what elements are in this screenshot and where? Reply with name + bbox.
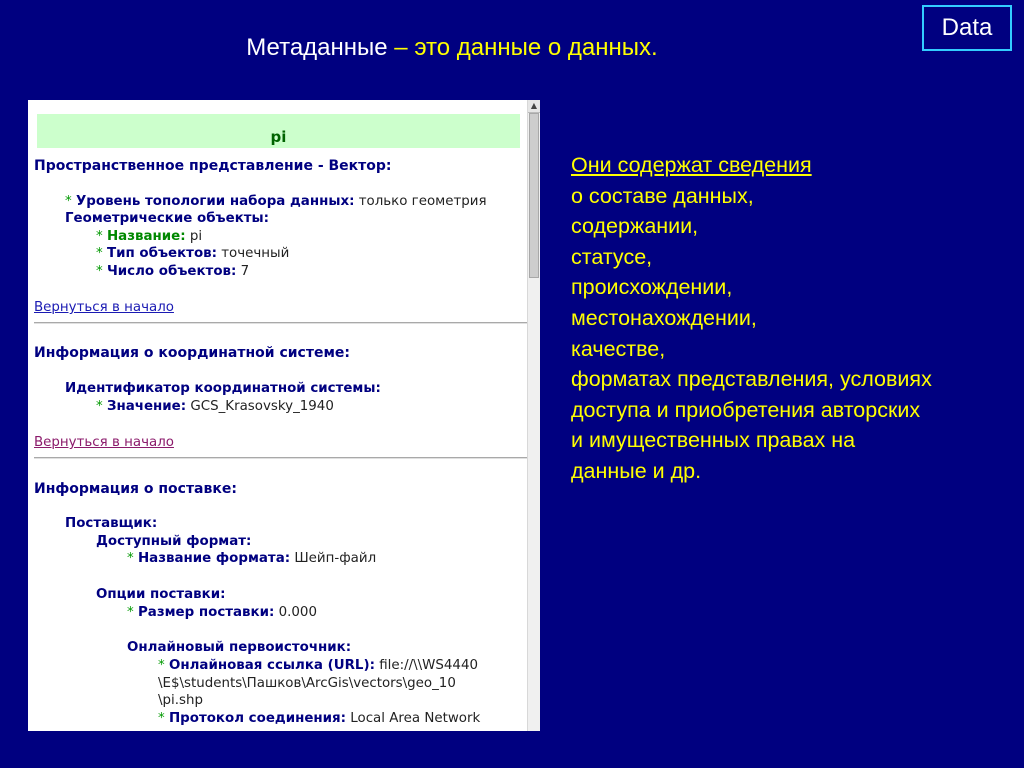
url-continuation bbox=[34, 676, 456, 692]
scrollbar-thumb[interactable] bbox=[529, 113, 539, 278]
description-line: данные и др. bbox=[571, 458, 702, 483]
bullet: * bbox=[96, 246, 103, 261]
group-label: Поставщик: bbox=[65, 516, 158, 531]
list-item-topology bbox=[34, 194, 487, 210]
list-item-type bbox=[34, 246, 289, 262]
description-line: доступа и приобретения авторских bbox=[571, 397, 921, 422]
url-continuation bbox=[34, 693, 203, 709]
field-value: \E$\students\Пашков\ArcGis\vectors\geo_10 bbox=[158, 676, 456, 691]
list-item-size bbox=[34, 605, 317, 621]
description-line: о составе данных, bbox=[571, 183, 754, 208]
group-options bbox=[34, 587, 225, 603]
field-label: Название: bbox=[106, 229, 186, 244]
bullet: * bbox=[65, 194, 72, 209]
slide-title-dash: – bbox=[387, 34, 415, 61]
group-label: Онлайновый первоисточник: bbox=[127, 640, 352, 655]
field-label: Значение: bbox=[106, 399, 187, 414]
group-coord-id bbox=[34, 381, 381, 397]
group-label: Идентификатор координатной системы: bbox=[65, 381, 381, 396]
description-line: Они содержат сведения bbox=[571, 153, 812, 177]
vertical-scrollbar[interactable] bbox=[527, 100, 540, 731]
field-label: Протокол соединения: bbox=[168, 711, 347, 726]
bullet: * bbox=[96, 229, 103, 244]
list-item-count bbox=[34, 264, 249, 280]
description-text bbox=[571, 150, 932, 487]
field-value: Шейп-файл bbox=[294, 551, 377, 566]
group-format bbox=[34, 534, 251, 550]
field-label: Число объектов: bbox=[106, 264, 237, 279]
description-line: качестве, bbox=[571, 336, 666, 361]
group-label: Опции поставки: bbox=[96, 587, 226, 602]
field-value: только геометрия bbox=[358, 194, 487, 209]
bullet: * bbox=[158, 658, 165, 673]
bullet: * bbox=[96, 264, 103, 279]
banner-title: pi bbox=[270, 128, 287, 146]
group-supplier bbox=[34, 516, 157, 532]
divider bbox=[34, 457, 532, 459]
slide-title-rest: это данные о данных. bbox=[414, 34, 658, 61]
data-button[interactable]: Data bbox=[922, 5, 1012, 51]
field-label: Размер поставки: bbox=[137, 605, 275, 620]
list-item-name bbox=[34, 229, 202, 245]
bullet: * bbox=[158, 711, 165, 726]
back-to-top-link[interactable]: Вернуться в начало bbox=[34, 435, 174, 450]
list-item-format-name bbox=[34, 551, 376, 567]
field-value: GCS_Krasovsky_1940 bbox=[190, 399, 334, 414]
field-value: Local Area Network bbox=[350, 711, 481, 726]
bullet: * bbox=[96, 399, 103, 414]
description-line: и имущественных правах на bbox=[571, 428, 856, 453]
list-item-coord-value bbox=[34, 399, 334, 415]
field-label: Уровень топологии набора данных: bbox=[75, 194, 355, 209]
scroll-up-icon[interactable]: ▲ bbox=[528, 100, 540, 113]
field-label: Тип объектов: bbox=[106, 246, 217, 261]
divider bbox=[34, 322, 532, 324]
back-to-top-link[interactable]: Вернуться в начало bbox=[34, 300, 174, 315]
section-heading-spatial: Пространственное представление - Вектор: bbox=[34, 158, 392, 174]
field-value: 0.000 bbox=[278, 605, 317, 620]
bullet: * bbox=[127, 551, 134, 566]
group-geometry bbox=[34, 211, 269, 227]
group-label: Геометрические объекты: bbox=[65, 211, 270, 226]
list-item-url bbox=[34, 658, 478, 674]
field-value: \pi.shp bbox=[158, 693, 203, 708]
description-line: статусе, bbox=[571, 244, 653, 269]
field-value: pi bbox=[189, 229, 203, 244]
section-heading-distribution: Информация о поставке: bbox=[34, 481, 237, 497]
group-online-source bbox=[34, 640, 351, 656]
description-line: местонахождении, bbox=[571, 305, 757, 330]
group-label: Доступный формат: bbox=[96, 534, 252, 549]
field-value: file://\\WS4440 bbox=[379, 658, 478, 673]
metadata-browser-window bbox=[28, 100, 540, 731]
list-item-protocol bbox=[34, 711, 480, 727]
section-heading-coord: Информация о координатной системе: bbox=[34, 345, 350, 361]
metadata-banner bbox=[37, 114, 520, 148]
slide-title-main: Метаданные bbox=[246, 34, 388, 61]
description-line: происхождении, bbox=[571, 275, 733, 300]
field-value: точечный bbox=[221, 246, 290, 261]
description-line: форматах представления, условиях bbox=[571, 367, 932, 392]
field-label: Онлайновая ссылка (URL): bbox=[168, 658, 375, 673]
slide-title bbox=[0, 34, 904, 62]
field-label: Название формата: bbox=[137, 551, 291, 566]
bullet: * bbox=[127, 605, 134, 620]
description-line: содержании, bbox=[571, 214, 699, 239]
field-value: 7 bbox=[240, 264, 250, 279]
